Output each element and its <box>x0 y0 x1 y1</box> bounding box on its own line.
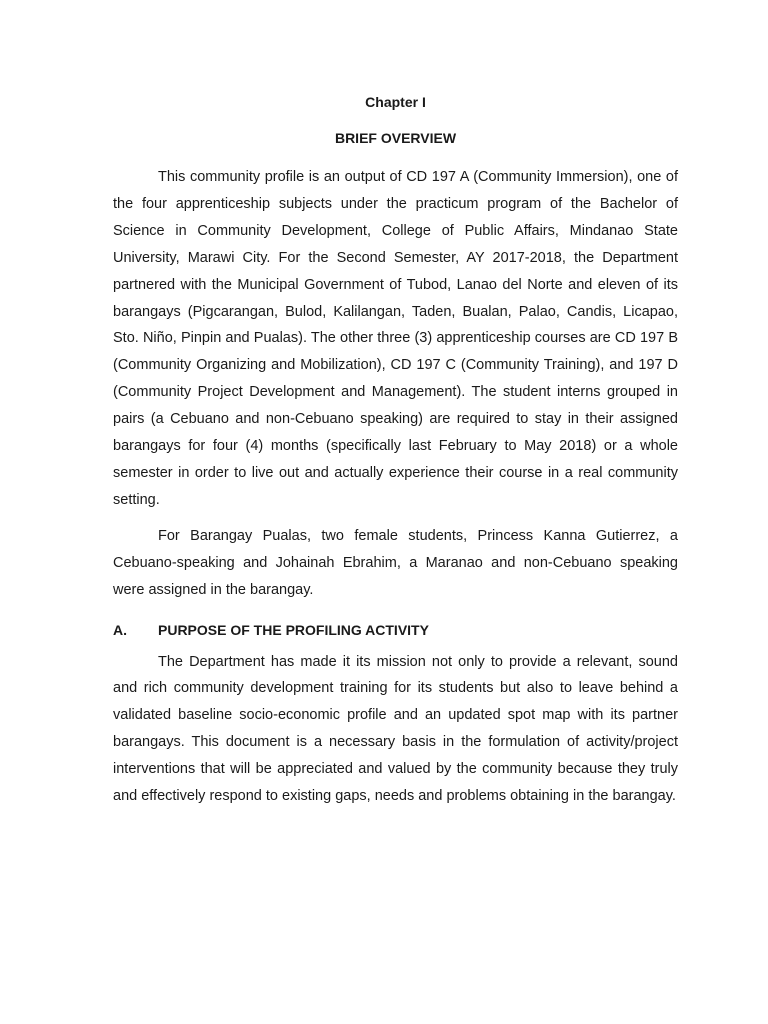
document-page <box>113 93 678 810</box>
section-a-title: PURPOSE OF THE PROFILING ACTIVITY <box>158 621 429 638</box>
section-a-paragraph: The Department has made it its mission not only to provide a relevant, sound and rich community development training for its students but also to leave behind a validated baseline socio-economic profile and an updated spot map with its partner barangays. This document is a necessary basis in the formulation of activity/project interventions that will be appreciated and valued by the community because they truly and effectively respond to existing gaps, needs and problems obtaining in the barangay. <box>113 653 678 805</box>
section-title: BRIEF OVERVIEW <box>334 130 457 146</box>
overview-paragraph-2: For Barangay Pualas, two female students, Princess Kanna Gutierrez, a Cebuano-speaking and Johainah Ebrahim, a Maranao and non-Cebuano speaking were assigned in the barangay. <box>113 527 678 598</box>
section-a-letter: A. <box>113 621 127 638</box>
overview-paragraph-1: This community profile is an output of CD 197 A (Community Immersion), one of the four apprenticeship subjects under the practicum program of the Bachelor of Science in Community Development, College of Public Affairs, Mindanao State University, Marawi City. For the Second Semester, AY 2017-2018, the Department partnered with the Municipal Government of Tubod, Lanao del Norte and eleven of its barangays (Pigcarangan, Bulod, Kalilangan, Taden, Bualan, Palao, Candis, Licapao, Sto. Niño, Pinpin and Pualas). The other three (3) apprenticeship courses are CD 197 B (Community Organizing and Mobilization), CD 197 C (Community Training), and 197 D (Community Project Development and Management). The student interns grouped in pairs (a Cebuano and non-Cebuano speaking) are required to stay in their assigned barangays for four (4) months (specifically last February to May 2018) or a whole semester in order to live out and actually experience their course in a real community setting. <box>113 169 678 508</box>
chapter-title: Chapter I <box>365 94 426 110</box>
section-a-heading <box>113 621 678 639</box>
